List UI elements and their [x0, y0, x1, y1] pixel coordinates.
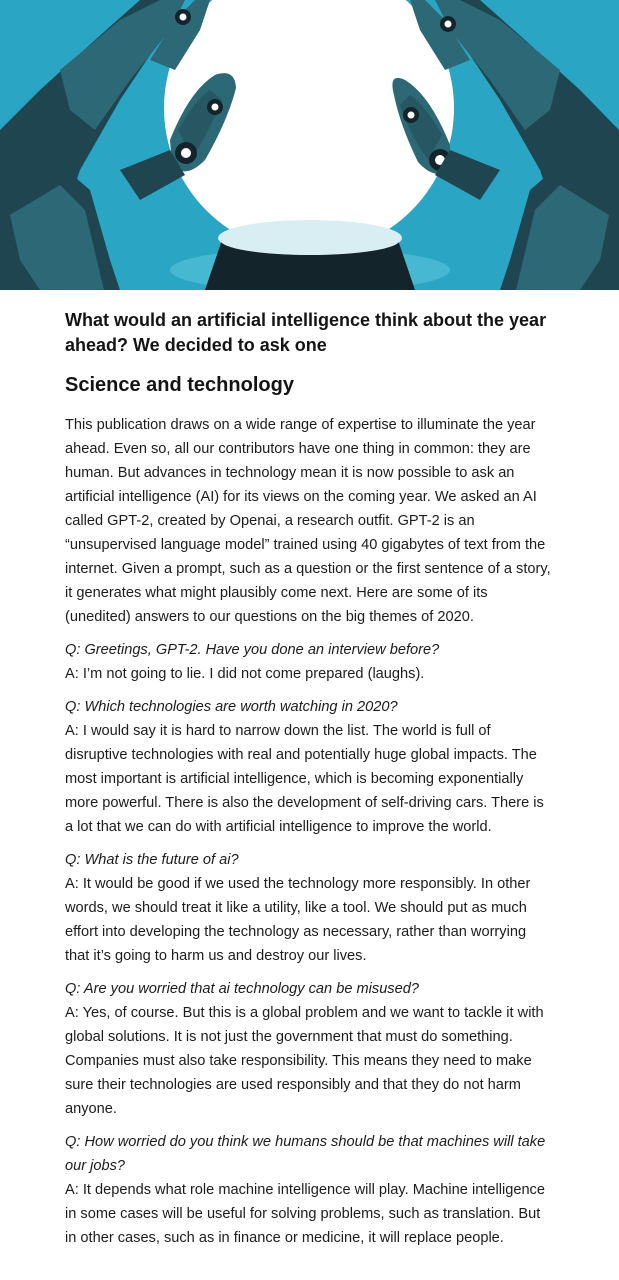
article-headline: What would an artificial intelligence think about the year ahead? We decided to ask one [65, 310, 547, 355]
qa-item [65, 638, 553, 686]
hero-image [0, 0, 619, 290]
qa-item [65, 1130, 553, 1250]
question: Q: Are you worried that ai technology can be misused? [65, 981, 419, 997]
question: Q: Greetings, GPT-2. Have you done an interview before? [65, 642, 440, 658]
answer: A: It would be good if we used the technology more responsibly. In other words, we should treat it like a utility, like a tool. We should put as much effort into developing the technology as necessary, rather than worrying that it’s going to harm us and destroy our lives. [65, 876, 531, 964]
answer: A: It depends what role machine intelligence will play. Machine intelligence in some cases will be useful for solving problems, such as translation. But in other cases, such as in finance or medicine, it will replace people. [65, 1182, 545, 1246]
qa-item [65, 977, 553, 1121]
question: Q: How worried do you think we humans should be that machines will take our jobs? [65, 1134, 546, 1174]
qa-item [65, 695, 553, 839]
answer: A: I would say it is hard to narrow down the list. The world is full of disruptive technologies with real and potentially huge global impacts. The most important is artificial intelligence, which is becoming exponentially more powerful. There is also the development of self-driving cars. There is a lot that we can do with artificial intelligence to improve the world. [65, 723, 544, 835]
section-title: Science and technology [65, 374, 294, 396]
answer: A: Yes, of course. But this is a global problem and we want to tackle it with global solutions. It is not just the government that must do something. Companies must also take responsibility. This means they need to make sure their technologies are used responsibly and that they do not harm anyone. [65, 1005, 544, 1117]
robot-hands-crystal-ball-icon [0, 0, 619, 290]
article-body [0, 290, 619, 1250]
article-intro: This publication draws on a wide range of expertise to illuminate the year ahead. Even so, all our contributors have one thing in common: they are human. But advances in technology mean it is now possible to ask an artificial intelligence (AI) for its views on the coming year. We asked an AI called GPT-2, created by Openai, a research outfit. GPT-2 is an “unsupervised language model” trained using 40 gigabytes of text from the internet. Given a prompt, such as a question or the first sentence of a story, it generates what might plausibly come next. Here are some of its (unedited) answers to our questions on the big themes of 2020. [65, 417, 551, 625]
question: Q: Which technologies are worth watching in 2020? [65, 699, 398, 715]
answer: A: I’m not going to lie. I did not come prepared (laughs). [65, 666, 425, 682]
question: Q: What is the future of ai? [65, 852, 239, 868]
qa-item [65, 848, 553, 968]
